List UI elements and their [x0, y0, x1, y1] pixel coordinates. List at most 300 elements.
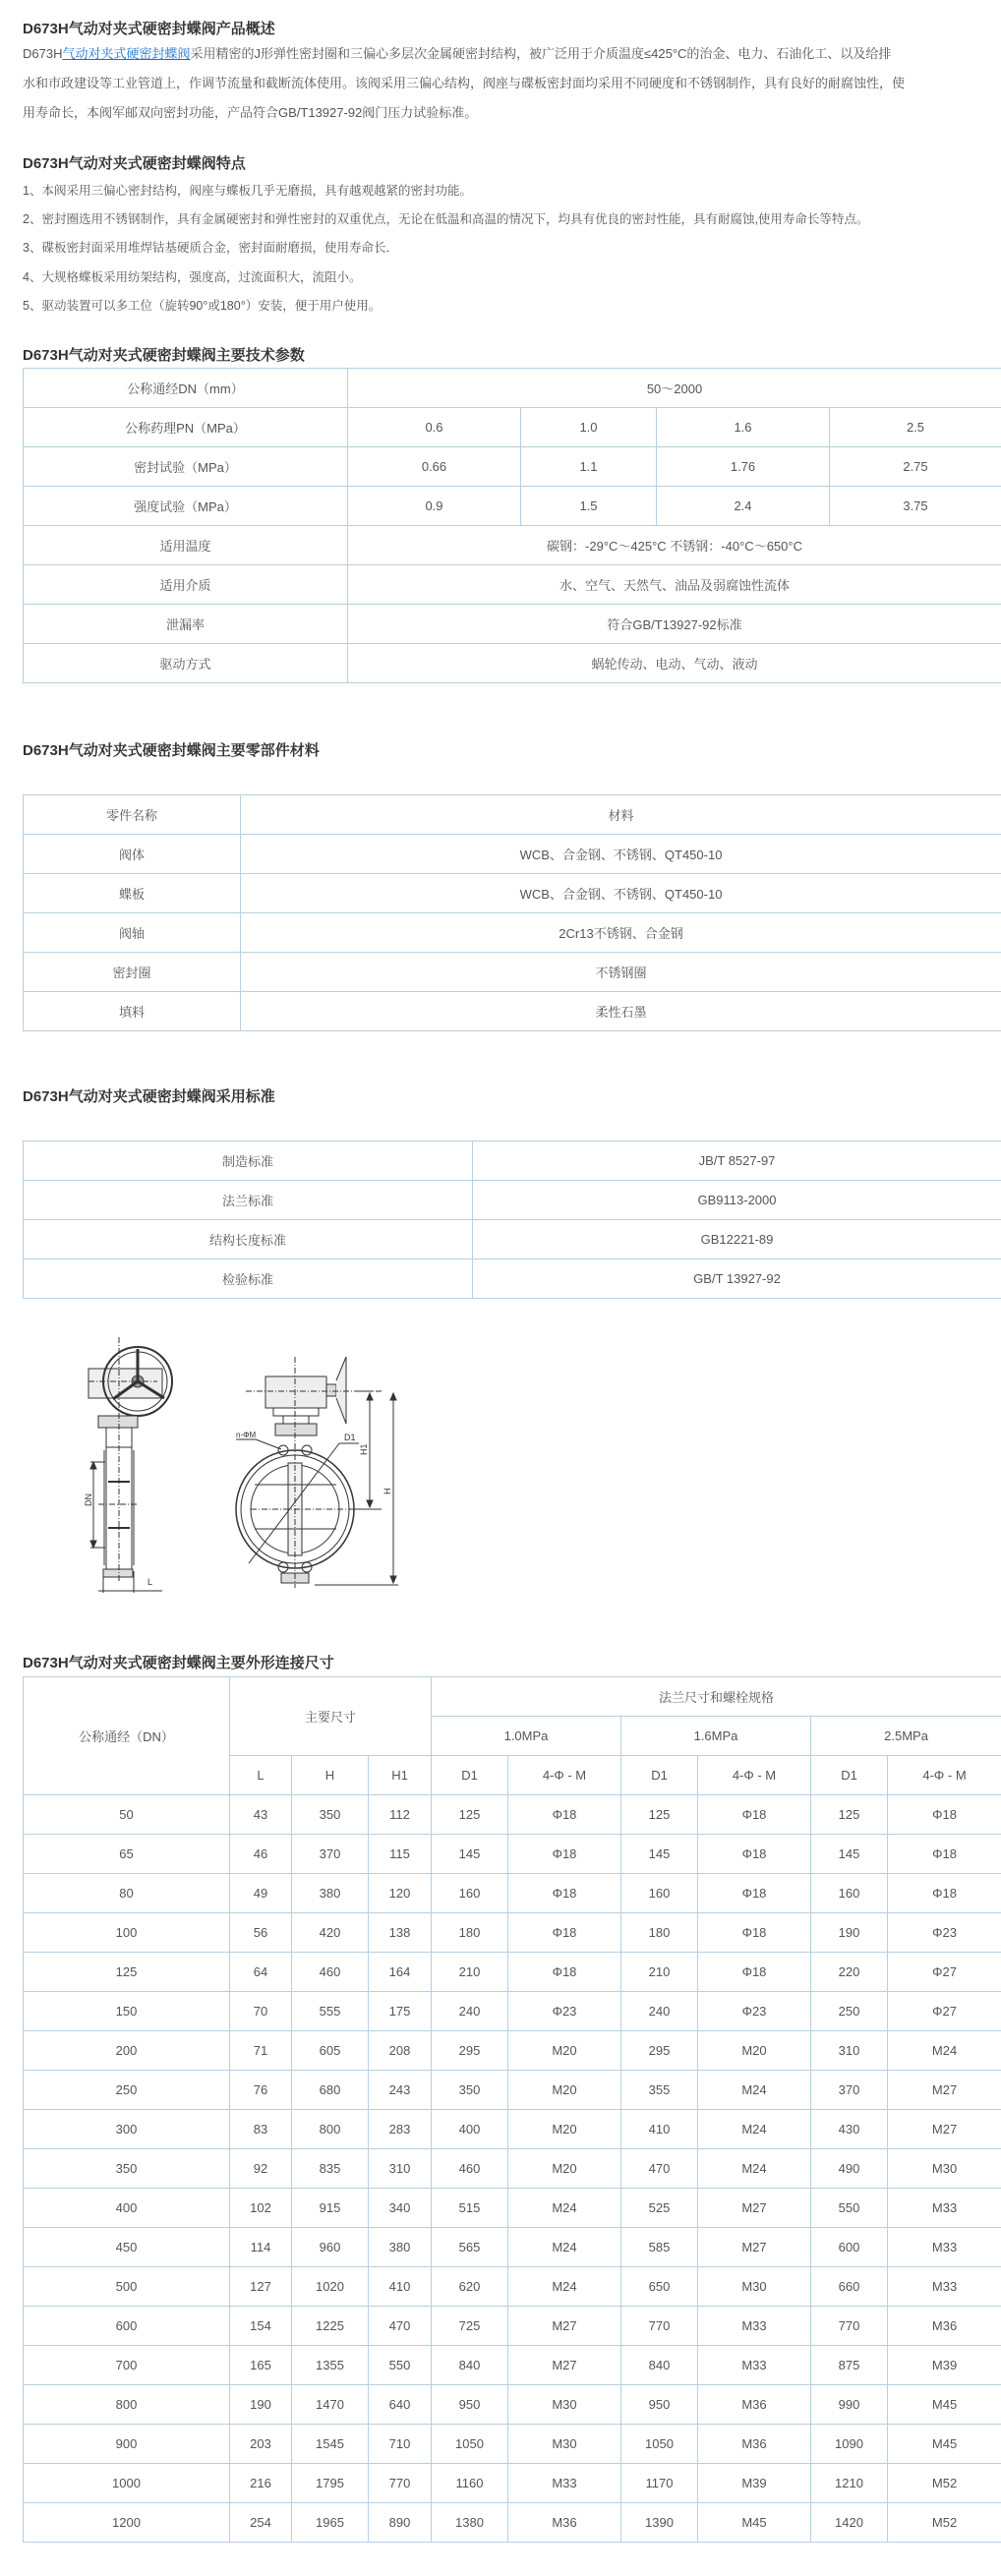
- dimension-cell: 460: [432, 2149, 508, 2189]
- dimension-cell: M52: [888, 2503, 1001, 2543]
- table-row: [24, 1992, 1001, 2031]
- dimension-cell: M20: [508, 2149, 621, 2189]
- dimension-cell: 175: [369, 1992, 432, 2031]
- features-title: D673H气动对夹式硬密封蝶阀特点: [23, 155, 246, 172]
- dimension-cell: 114: [230, 2228, 292, 2267]
- dimension-cell: 340: [369, 2189, 432, 2228]
- header-cell: 零件名称: [24, 795, 241, 835]
- dimension-cell: 283: [369, 2110, 432, 2149]
- cell: 1.6: [657, 408, 830, 447]
- dimension-cell: M52: [888, 2464, 1001, 2503]
- table-row: [24, 2267, 1001, 2307]
- material: 柔性石墨: [241, 992, 1001, 1031]
- dimension-cell: 190: [811, 1913, 888, 1953]
- dimension-cell: 950: [621, 2385, 698, 2425]
- part-name: 填料: [24, 992, 241, 1031]
- dimension-cell: 164: [369, 1953, 432, 1992]
- dimension-cell: 640: [369, 2385, 432, 2425]
- dimension-cell: Φ27: [888, 1953, 1001, 1992]
- dimension-cell: M27: [508, 2307, 621, 2346]
- dimensions-title: D673H气动对夹式硬密封蝶阀主要外形连接尺寸: [23, 1655, 334, 1671]
- dimension-cell: 240: [621, 1992, 698, 2031]
- dimension-cell: 960: [292, 2228, 369, 2267]
- dimension-cell: M45: [698, 2503, 811, 2543]
- dimension-cell: Φ18: [508, 1874, 621, 1913]
- table-header-row: [24, 795, 1001, 835]
- dn-cell: 150: [24, 1992, 230, 2031]
- row-label: 适用温度: [24, 526, 348, 565]
- dn-cell: 50: [24, 1795, 230, 1835]
- dn-cell: 700: [24, 2346, 230, 2385]
- table-row: [24, 2071, 1001, 2110]
- dimension-cell: 112: [369, 1795, 432, 1835]
- dimension-cell: 370: [811, 2071, 888, 2110]
- dimension-cell: 64: [230, 1953, 292, 1992]
- dimension-cell: Φ23: [508, 1992, 621, 2031]
- dimension-cell: 138: [369, 1913, 432, 1953]
- dimension-cell: M24: [508, 2228, 621, 2267]
- dimension-cell: 620: [432, 2267, 508, 2307]
- overview-prefix: D673H: [23, 46, 63, 61]
- dimension-cell: Φ18: [698, 1953, 811, 1992]
- dimension-cell: M33: [698, 2307, 811, 2346]
- dimension-cell: 295: [621, 2031, 698, 2071]
- dimension-cell: M24: [698, 2149, 811, 2189]
- dimension-cell: M20: [508, 2071, 621, 2110]
- table-row: [24, 605, 1001, 644]
- dimension-cell: 220: [811, 1953, 888, 1992]
- standard-code: GB9113-2000: [473, 1181, 1001, 1220]
- dimension-cell: 154: [230, 2307, 292, 2346]
- header-col: H1: [369, 1756, 432, 1795]
- row-label: 泄漏率: [24, 605, 348, 644]
- dimension-cell: 350: [292, 1795, 369, 1835]
- table-row: [24, 1259, 1001, 1299]
- overview-line2: 水和市政建设等工业管道上，作调节流量和截断流体使用。该阀采用三偏心结构，阀座与碟板密封面均采用不同硬度和不锈钢制作，具有良好的耐腐蚀性，使: [23, 76, 906, 90]
- dimension-cell: 550: [369, 2346, 432, 2385]
- dimension-cell: 310: [369, 2149, 432, 2189]
- dimension-cell: 585: [621, 2228, 698, 2267]
- l-label: L: [147, 1577, 153, 1587]
- cell: 0.6: [348, 408, 521, 447]
- dimension-cell: Φ18: [508, 1835, 621, 1874]
- dimension-cell: 770: [621, 2307, 698, 2346]
- dimension-cell: 555: [292, 1992, 369, 2031]
- side-view-drawing: [88, 1337, 172, 1593]
- row-label: 公称药理PN（MPa）: [24, 408, 348, 447]
- table-row: [24, 1795, 1001, 1835]
- tech-params-table: [23, 368, 1001, 683]
- dimension-cell: 660: [811, 2267, 888, 2307]
- part-name: 阀轴: [24, 913, 241, 953]
- header-col: D1: [432, 1756, 508, 1795]
- standard-name: 制造标准: [24, 1142, 473, 1181]
- dimension-cell: 1390: [621, 2503, 698, 2543]
- dimension-cell: Φ18: [698, 1835, 811, 1874]
- row-label: 强度试验（MPa）: [24, 487, 348, 526]
- dimension-cell: 92: [230, 2149, 292, 2189]
- dimension-cell: 125: [432, 1795, 508, 1835]
- dimension-cell: 243: [369, 2071, 432, 2110]
- dimension-cell: 770: [369, 2464, 432, 2503]
- materials-table: [23, 794, 1001, 1031]
- dimension-cell: M45: [888, 2425, 1001, 2464]
- dimension-cell: 46: [230, 1835, 292, 1874]
- dimension-cell: 49: [230, 1874, 292, 1913]
- dn-label: DN: [84, 1493, 93, 1506]
- dimension-cell: M33: [698, 2346, 811, 2385]
- cell: 0.9: [348, 487, 521, 526]
- dimension-cell: M24: [888, 2031, 1001, 2071]
- dimension-cell: 370: [292, 1835, 369, 1874]
- dimension-cell: 125: [621, 1795, 698, 1835]
- dimension-cell: 1170: [621, 2464, 698, 2503]
- dimension-cell: 160: [621, 1874, 698, 1913]
- dimension-cell: Φ18: [698, 1913, 811, 1953]
- table-row: [24, 2189, 1001, 2228]
- dimension-cell: Φ18: [508, 1913, 621, 1953]
- dimension-cell: 208: [369, 2031, 432, 2071]
- dimension-cell: 43: [230, 1795, 292, 1835]
- dimension-cell: Φ18: [698, 1795, 811, 1835]
- part-name: 蝶板: [24, 874, 241, 913]
- dimension-cell: Φ23: [698, 1992, 811, 2031]
- dimension-cell: M24: [698, 2071, 811, 2110]
- dimension-cell: 145: [811, 1835, 888, 1874]
- dimension-cell: 400: [432, 2110, 508, 2149]
- row-value: 水、空气、天然气、油品及弱腐蚀性流体: [348, 565, 1001, 605]
- table-row: [24, 447, 1001, 487]
- table-row: [24, 1953, 1001, 1992]
- dimension-cell: 102: [230, 2189, 292, 2228]
- overview-line1: 采用精密的J形弹性密封圈和三偏心多层次金属硬密封结构，被广泛用于介质温度≤425°C的治金、电力、石油化工、以及给排: [190, 46, 892, 61]
- material: 不锈钢圈: [241, 953, 1001, 992]
- dimension-cell: 600: [811, 2228, 888, 2267]
- dimension-cell: 125: [811, 1795, 888, 1835]
- table-row: [24, 565, 1001, 605]
- feature-item: 2、密封圈选用不锈钢制作，具有金属硬密封和弹性密封的双重优点，无论在低温和高温的情况下，均具有优良的密封性能，具有耐腐蚀,使用寿命长等特点。: [23, 212, 869, 226]
- table-row: [24, 1835, 1001, 1874]
- dimension-cell: 355: [621, 2071, 698, 2110]
- dimension-cell: 1420: [811, 2503, 888, 2543]
- dimension-cell: 770: [811, 2307, 888, 2346]
- row-value: 碳钢：-29°C～425°C 不锈钢：-40°C～650°C: [348, 526, 1001, 565]
- table-row: [24, 2425, 1001, 2464]
- table-row: [24, 2503, 1001, 2543]
- dimension-cell: 915: [292, 2189, 369, 2228]
- overview-text: [23, 39, 996, 128]
- row-label: 驱动方式: [24, 644, 348, 683]
- feature-item: 1、本阀采用三偏心密封结构，阀座与蝶板几乎无磨损，具有越观越紧的密封功能。: [23, 184, 472, 198]
- dimension-cell: M20: [508, 2110, 621, 2149]
- dimensions-body: [24, 1795, 1001, 2543]
- table-row: [24, 874, 1001, 913]
- material: WCB、合金钢、不锈钢、QT450-10: [241, 874, 1001, 913]
- table-row: [24, 2149, 1001, 2189]
- part-name: 密封圈: [24, 953, 241, 992]
- table-row: [24, 913, 1001, 953]
- dimension-cell: Φ18: [698, 1874, 811, 1913]
- dn-cell: 400: [24, 2189, 230, 2228]
- table-row: [24, 2346, 1001, 2385]
- material: WCB、合金钢、不锈钢、QT450-10: [241, 835, 1001, 874]
- standard-code: GB12221-89: [473, 1220, 1001, 1259]
- dimension-cell: M27: [698, 2189, 811, 2228]
- standards-table: [23, 1141, 1001, 1299]
- dimension-cell: M30: [508, 2385, 621, 2425]
- standard-code: JB/T 8527-97: [473, 1142, 1001, 1181]
- dimension-cell: Φ23: [888, 1913, 1001, 1953]
- cell: 1.1: [521, 447, 657, 487]
- dimension-cell: 1545: [292, 2425, 369, 2464]
- cell: 1.0: [521, 408, 657, 447]
- dimension-cell: 490: [811, 2149, 888, 2189]
- table-row: [24, 1874, 1001, 1913]
- row-label: 公称通经DN（mm）: [24, 369, 348, 408]
- cell: 1.76: [657, 447, 830, 487]
- dimension-cell: Φ18: [508, 1953, 621, 1992]
- dimension-cell: M36: [698, 2425, 811, 2464]
- header-col: H: [292, 1756, 369, 1795]
- standard-code: GB/T 13927-92: [473, 1259, 1001, 1299]
- dimension-cell: M30: [888, 2149, 1001, 2189]
- dimension-cell: M20: [508, 2031, 621, 2071]
- product-link[interactable]: 气动对夹式硬密封蝶阀: [62, 46, 191, 61]
- dimension-cell: 71: [230, 2031, 292, 2071]
- feature-item: 5、驱动装置可以多工位（旋转90°或180°）安装，便于用户使用。: [23, 299, 382, 313]
- dimension-cell: 240: [432, 1992, 508, 2031]
- h-label: H: [383, 1488, 392, 1494]
- dimension-cell: M27: [888, 2071, 1001, 2110]
- dimension-cell: 890: [369, 2503, 432, 2543]
- header-col: D1: [621, 1756, 698, 1795]
- dimension-cell: 1355: [292, 2346, 369, 2385]
- dimension-cell: 127: [230, 2267, 292, 2307]
- table-row: [24, 369, 1001, 408]
- dimension-cell: 1160: [432, 2464, 508, 2503]
- dimension-cell: Φ27: [888, 1992, 1001, 2031]
- dimension-cell: 83: [230, 2110, 292, 2149]
- dimension-cell: 410: [621, 2110, 698, 2149]
- standard-name: 检验标准: [24, 1259, 473, 1299]
- dimension-cell: 430: [811, 2110, 888, 2149]
- dimension-cell: 605: [292, 2031, 369, 2071]
- material: 2Cr13不锈钢、合金钢: [241, 913, 1001, 953]
- table-row: [24, 2228, 1001, 2267]
- dn-cell: 1200: [24, 2503, 230, 2543]
- overview-line3: 用寿命长，本阀军邮双向密封功能，产品符合GB/T13927-92阀门压力试验标准。: [23, 105, 478, 120]
- dimension-cell: M24: [508, 2189, 621, 2228]
- dimension-cell: 210: [432, 1953, 508, 1992]
- dimension-cell: 1020: [292, 2267, 369, 2307]
- row-label: 密封试验（MPa）: [24, 447, 348, 487]
- dn-cell: 125: [24, 1953, 230, 1992]
- dn-cell: 80: [24, 1874, 230, 1913]
- dimension-cell: 1965: [292, 2503, 369, 2543]
- dn-cell: 200: [24, 2031, 230, 2071]
- dimension-cell: M36: [888, 2307, 1001, 2346]
- cell: 1.5: [521, 487, 657, 526]
- table-row: [24, 408, 1001, 447]
- dimension-cell: 295: [432, 2031, 508, 2071]
- dimension-cell: 1050: [432, 2425, 508, 2464]
- cell: 2.75: [830, 447, 1001, 487]
- dimension-cell: 840: [621, 2346, 698, 2385]
- dimension-cell: M33: [888, 2228, 1001, 2267]
- dimension-cell: 525: [621, 2189, 698, 2228]
- dimension-cell: M36: [698, 2385, 811, 2425]
- dimension-cell: 1795: [292, 2464, 369, 2503]
- dimension-cell: 565: [432, 2228, 508, 2267]
- dimension-cell: 1210: [811, 2464, 888, 2503]
- dimension-cell: 410: [369, 2267, 432, 2307]
- header-flange: 法兰尺寸和螺栓规格: [432, 1677, 1001, 1717]
- cell: 2.5: [830, 408, 1001, 447]
- dimension-cell: 310: [811, 2031, 888, 2071]
- header-col: 4-Φ - M: [698, 1756, 811, 1795]
- dimension-cell: M33: [888, 2189, 1001, 2228]
- dimension-cell: 203: [230, 2425, 292, 2464]
- dimension-cell: Φ18: [888, 1835, 1001, 1874]
- dn-cell: 350: [24, 2149, 230, 2189]
- table-row: [24, 1220, 1001, 1259]
- feature-item: 3、碟板密封面采用堆焊钴基硬质合金，密封面耐磨损，使用寿命长．: [23, 241, 398, 255]
- dimension-cell: 1380: [432, 2503, 508, 2543]
- materials-title: D673H气动对夹式硬密封蝶阀主要零部件材料: [23, 742, 320, 759]
- dimension-cell: M33: [888, 2267, 1001, 2307]
- header-pressure: 2.5MPa: [811, 1717, 1001, 1756]
- header-dn: 公称通经（DN）: [24, 1677, 230, 1795]
- dimension-cell: M30: [508, 2425, 621, 2464]
- dimension-cell: 470: [621, 2149, 698, 2189]
- valve-dimension-drawing: [59, 1337, 452, 1593]
- dimension-cell: 180: [432, 1913, 508, 1953]
- dimension-cell: M27: [508, 2346, 621, 2385]
- dimension-cell: 160: [811, 1874, 888, 1913]
- row-label: 适用介质: [24, 565, 348, 605]
- row-value: 蜗轮传动、电动、气动、液动: [348, 644, 1001, 683]
- table-row: [24, 1181, 1001, 1220]
- dn-cell: 800: [24, 2385, 230, 2425]
- dimension-cell: M45: [888, 2385, 1001, 2425]
- header-col: D1: [811, 1756, 888, 1795]
- header-pressure: 1.6MPa: [621, 1717, 811, 1756]
- table-row: [24, 1913, 1001, 1953]
- dn-cell: 1000: [24, 2464, 230, 2503]
- dn-cell: 900: [24, 2425, 230, 2464]
- dn-cell: 100: [24, 1913, 230, 1953]
- dimension-cell: 470: [369, 2307, 432, 2346]
- dimension-cell: Φ18: [888, 1795, 1001, 1835]
- table-row: [24, 2110, 1001, 2149]
- dimension-cell: M27: [888, 2110, 1001, 2149]
- dimension-cell: 650: [621, 2267, 698, 2307]
- dimension-cell: 1090: [811, 2425, 888, 2464]
- dn-cell: 300: [24, 2110, 230, 2149]
- dn-cell: 250: [24, 2071, 230, 2110]
- dimension-cell: 350: [432, 2071, 508, 2110]
- table-row: [24, 2031, 1001, 2071]
- dimension-cell: 210: [621, 1953, 698, 1992]
- dimension-cell: 250: [811, 1992, 888, 2031]
- header-col: 4-Φ - M: [508, 1756, 621, 1795]
- dimension-cell: 835: [292, 2149, 369, 2189]
- dimension-cell: 216: [230, 2464, 292, 2503]
- standard-name: 法兰标准: [24, 1181, 473, 1220]
- dimension-cell: M36: [508, 2503, 621, 2543]
- dimension-cell: Φ18: [888, 1874, 1001, 1913]
- dimensions-table: [23, 1676, 1001, 2543]
- dimension-cell: M24: [508, 2267, 621, 2307]
- cell: 2.4: [657, 487, 830, 526]
- header-cell: 材料: [241, 795, 1001, 835]
- dimension-cell: 1050: [621, 2425, 698, 2464]
- dimension-cell: 800: [292, 2110, 369, 2149]
- dimension-cell: 70: [230, 1992, 292, 2031]
- dimension-cell: M20: [698, 2031, 811, 2071]
- h1-label: H1: [359, 1443, 369, 1455]
- standards-title: D673H气动对夹式硬密封蝶阀采用标准: [23, 1088, 275, 1105]
- part-name: 阀体: [24, 835, 241, 874]
- dimension-cell: M39: [698, 2464, 811, 2503]
- dimension-cell: 380: [292, 1874, 369, 1913]
- table-row: [24, 487, 1001, 526]
- table-row: [24, 526, 1001, 565]
- dimension-cell: M30: [698, 2267, 811, 2307]
- table-row: [24, 644, 1001, 683]
- table-row: [24, 2385, 1001, 2425]
- table-row: [24, 1142, 1001, 1181]
- dn-cell: 500: [24, 2267, 230, 2307]
- table-row: [24, 953, 1001, 992]
- dimension-cell: Φ18: [508, 1795, 621, 1835]
- table-row: [24, 835, 1001, 874]
- overview-title: D673H气动对夹式硬密封蝶阀产品概述: [23, 21, 275, 37]
- dn-cell: 65: [24, 1835, 230, 1874]
- dn-cell: 450: [24, 2228, 230, 2267]
- dimension-cell: 380: [369, 2228, 432, 2267]
- dimension-cell: 190: [230, 2385, 292, 2425]
- front-view-drawing: [236, 1357, 398, 1588]
- table-header-row: [24, 1677, 1001, 1717]
- dimension-cell: 420: [292, 1913, 369, 1953]
- dimension-cell: M33: [508, 2464, 621, 2503]
- dimension-cell: 145: [621, 1835, 698, 1874]
- header-pressure: 1.0MPa: [432, 1717, 621, 1756]
- dimension-cell: M24: [698, 2110, 811, 2149]
- dimension-cell: 180: [621, 1913, 698, 1953]
- dimension-cell: 160: [432, 1874, 508, 1913]
- row-value: 符合GB/T13927-92标准: [348, 605, 1001, 644]
- dn-cell: 600: [24, 2307, 230, 2346]
- table-row: [24, 2307, 1001, 2346]
- dimension-cell: 1225: [292, 2307, 369, 2346]
- dimension-cell: 725: [432, 2307, 508, 2346]
- dimension-cell: 840: [432, 2346, 508, 2385]
- dimension-cell: 76: [230, 2071, 292, 2110]
- dimension-cell: 875: [811, 2346, 888, 2385]
- feature-item: 4、大规格蝶板采用纺架结构，强度高，过流面积大，流阻小。: [23, 270, 362, 284]
- nphim-label: n-ΦM: [236, 1431, 257, 1439]
- dimension-cell: 990: [811, 2385, 888, 2425]
- dimension-cell: 950: [432, 2385, 508, 2425]
- dimension-cell: 115: [369, 1835, 432, 1874]
- dimension-cell: 550: [811, 2189, 888, 2228]
- header-col: 4-Φ - M: [888, 1756, 1001, 1795]
- row-value: 50～2000: [348, 369, 1001, 408]
- dimension-cell: 1470: [292, 2385, 369, 2425]
- table-row: [24, 2464, 1001, 2503]
